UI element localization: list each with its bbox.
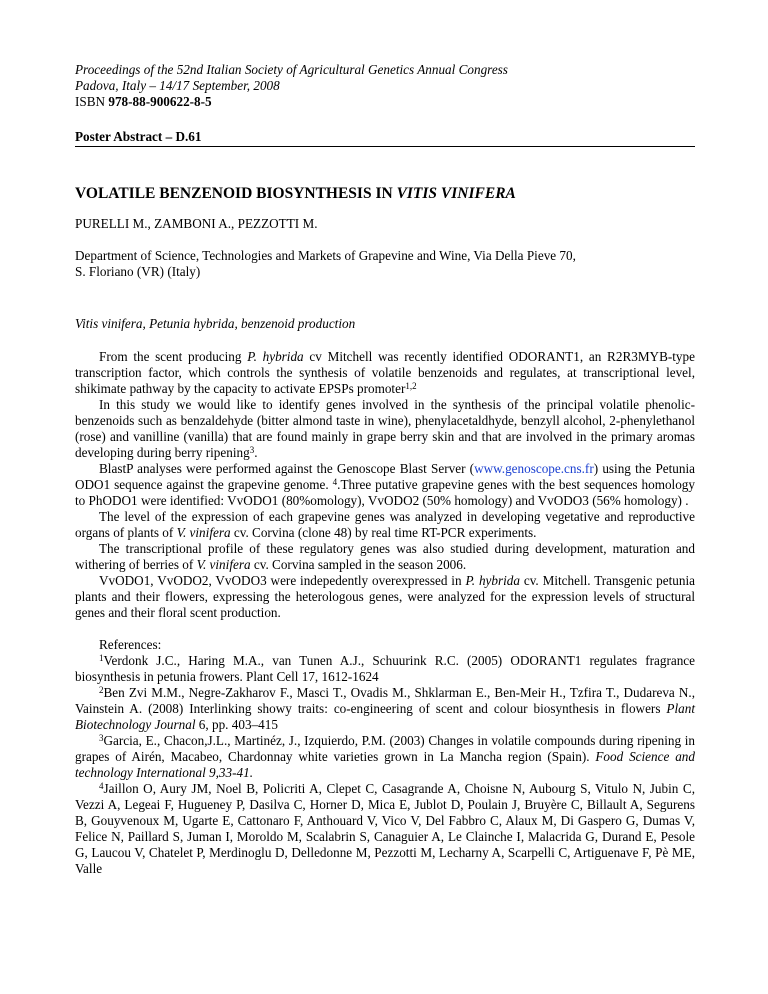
text: .Three putative grapevine genes with the best sequences homology to PhODO1 were identified: VvODO1 (80%omology), VvODO2 (50% homology) and VvODO3 (56% homology) . bbox=[75, 477, 695, 508]
citation-marker: 1,2 bbox=[405, 381, 417, 391]
paper-title bbox=[75, 185, 695, 203]
species-name: P. hybrida bbox=[465, 573, 520, 588]
reference-3 bbox=[75, 733, 695, 781]
text: From the scent producing bbox=[99, 349, 248, 364]
reference-1 bbox=[75, 653, 695, 685]
text: cv. Mitchell. Transgenic petunia plants and their flowers, expressing the heterologous genes, were analyzed for the expression levels of structural genes and their floral scent production. bbox=[75, 573, 695, 620]
text: cv. Corvina sampled in the season 2006. bbox=[250, 557, 467, 572]
reference-text: Verdonk J.C., Haring M.A., van Tunen A.J., Schuurink R.C. (2005) ODORANT1 regulates fragrance biosynthesis in petunia frowers. Plant Cell 17, 1612-1624 bbox=[75, 653, 695, 684]
reference-number: 4 bbox=[99, 781, 104, 791]
header-rule bbox=[75, 146, 695, 147]
journal-name: Food Science and technology International 9,33-41. bbox=[75, 749, 695, 780]
reference-number: 1 bbox=[99, 653, 104, 663]
text: The transcriptional profile of these regulatory genes was also studied during development, maturation and withering of berries of bbox=[75, 541, 695, 572]
title-italic: VITIS VINIFERA bbox=[396, 185, 516, 202]
reference-text: 6, pp. 403–415 bbox=[195, 717, 278, 732]
header-line-2: Padova, Italy – 14/17 September, 2008 bbox=[75, 78, 280, 93]
text: ) using the Petunia ODO1 sequence against the grapevine genome. bbox=[75, 461, 695, 492]
reference-2 bbox=[75, 685, 695, 733]
affiliation-line-2: S. Floriano (VR) (Italy) bbox=[75, 264, 201, 279]
reference-text: Jaillon O, Aury JM, Noel B, Policriti A, Clepet C, Casagrande A, Choisne N, Aubourg S, Vitulo N, Jubin C, Vezzi A, Legeai F, Hugueney P, Dasilva C, Horner D, Mica E, Jublot D, Poulain J, Bruyère C, Billault A, Segurens B, Gouyvenoux M, Ugarte E, Cattonaro F, Anthouard V, Vico V, Del Fabbro C, Alaux M, Di Gaspero G, Dumas V, Felice N, Paillard S, Juman I, Moroldo M, Scalabrin S, Canaguier A, Le Clainche I, Malacrida G, Durand E, Pesole G, Laucou V, Chatelet P, Merdinoglu D, Delledonne M, Pezzotti M, Lecharny A, Scarpelli C, Artiguenave F, Pè ME, Valle bbox=[75, 781, 695, 876]
paragraph-2 bbox=[75, 397, 695, 461]
text: BlastP analyses were performed against the Genoscope Blast Server ( bbox=[99, 461, 475, 476]
paper-page bbox=[75, 62, 695, 877]
text: . bbox=[254, 445, 258, 460]
reference-text: Garcia, E., Chacon,J.L., Martinéz, J., Izquierdo, P.M. (2003) Changes in volatile compounds during ripening in grapes of Airén, Macabeo, Chardonnay white varieties grown in La Mancha region (Spain). bbox=[75, 733, 695, 764]
isbn-label: ISBN bbox=[75, 94, 109, 109]
paragraph-1 bbox=[75, 349, 695, 397]
paragraph-3 bbox=[75, 461, 695, 509]
isbn-line bbox=[75, 94, 695, 110]
text: cv. Corvina (clone 48) by real time RT-PCR experiments. bbox=[230, 525, 537, 540]
citation-marker: 3 bbox=[249, 445, 255, 455]
reference-4 bbox=[75, 781, 695, 877]
text: In this study we would like to identify genes involved in the synthesis of the principal volatile phenolic-benzenoids such as benzaldehyde (bitter almond taste in wine), phenylacetaldhyde, benzyll alcohol, 2-phenylethanol (rose) and vanilline (vanilla) that are found mainly in grape berry skin and that are involved in the primary aromas developing during berry ripening bbox=[75, 397, 695, 460]
species-name: V. vinifera bbox=[196, 557, 251, 572]
genoscope-link[interactable]: www.genoscope.cns.fr bbox=[474, 461, 594, 476]
text: The level of the expression of each grapevine genes was analyzed in developing vegetative and reproductive organs of plants of bbox=[75, 509, 695, 540]
journal-name: Plant Biotechnology Journal bbox=[75, 701, 695, 732]
affiliation-line-1: Department of Science, Technologies and Markets of Grapevine and Wine, Via Della Pieve 70, bbox=[75, 248, 576, 263]
citation-marker: 4 bbox=[332, 477, 338, 487]
references-section bbox=[75, 637, 695, 877]
reference-number: 2 bbox=[99, 685, 104, 695]
isbn-value: 978-88-900622-8-5 bbox=[108, 94, 212, 109]
paragraph-4 bbox=[75, 509, 695, 541]
species-name: V. vinifera bbox=[176, 525, 231, 540]
reference-text: Ben Zvi M.M., Negre-Zakharov F., Masci T., Ovadis M., Shklarman E., Ben-Meir H., Tzfira T., Dudareva N., Vainstein A. (2008) Interlinking showy traits: co-engineering of scent and colour biosynthesis in flowers bbox=[75, 685, 695, 716]
species-name: P. hybrida bbox=[247, 349, 304, 364]
proceedings-header bbox=[75, 62, 695, 110]
reference-number: 3 bbox=[99, 733, 104, 743]
paragraph-6 bbox=[75, 573, 695, 621]
abstract-body bbox=[75, 349, 695, 621]
references-heading: References: bbox=[99, 637, 162, 652]
authors: PURELLI M., ZAMBONI A., PEZZOTTI M. bbox=[75, 216, 318, 231]
paragraph-5 bbox=[75, 541, 695, 573]
title-main: VOLATILE BENZENOID BIOSYNTHESIS IN bbox=[75, 185, 397, 202]
affiliation bbox=[75, 248, 695, 280]
keywords: Vitis vinifera, Petunia hybrida, benzenoid production bbox=[75, 316, 356, 331]
header-line-1: Proceedings of the 52nd Italian Society of Agricultural Genetics Annual Congress bbox=[75, 62, 508, 77]
text: VvODO1, VvODO2, VvODO3 were indepedently overexpressed in bbox=[99, 573, 466, 588]
text: cv Mitchell was recently identified ODORANT1, an R2R3MYB-type transcription factor, which controls the synthesis of volatile benzenoids and regulates, at transcriptional level, shikimate pathway by the capacity to activate EPSPs promoter bbox=[75, 349, 695, 396]
poster-label: Poster Abstract – D.61 bbox=[75, 129, 202, 144]
